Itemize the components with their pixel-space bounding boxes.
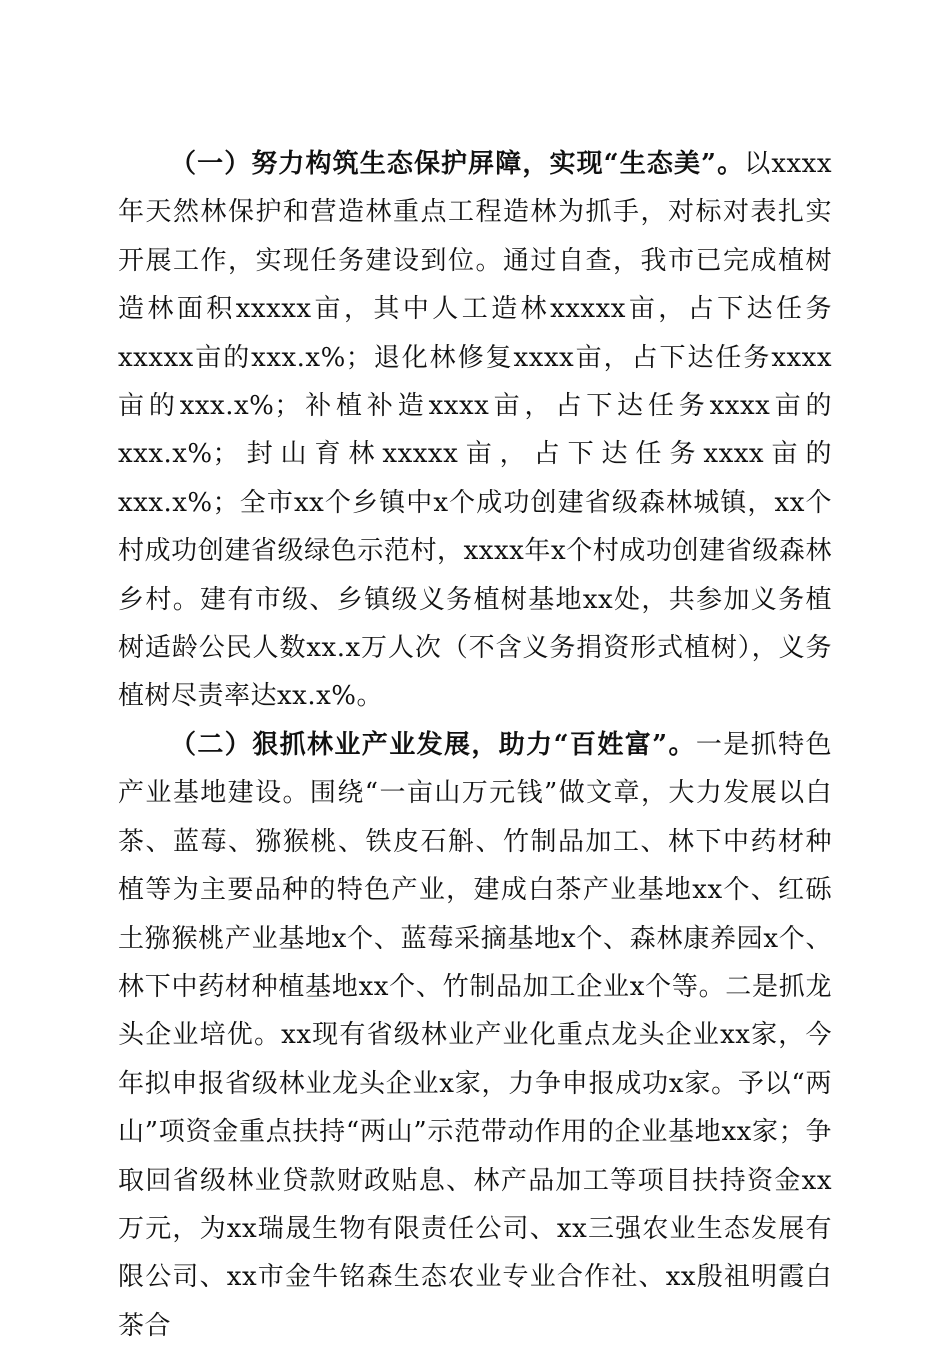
- paragraph-industry: [118, 721, 832, 1350]
- paragraph-text: 以xxxx年天然林保护和营造林重点工程造林为抓手，对标对表扎实开展工作，实现任务建设到位。通过自查，我市已完成植树造林面积xxxxx亩，其中人工造林xxxxx亩，占下达任务xxxxx亩的xxx.x%；退化林修复xxxx亩，占下达任务xxxx亩的xxx.x%；补植补造xxxx亩，占下达任务xxxx亩的xxx.x%；封山育林xxxxx亩，占下达任务xxxx亩的xxx.x%；全市xx个乡镇中x个成功创建省级森林城镇，xx个村成功创建省级绿色示范村，xxxx年x个村成功创建省级森林乡村。建有市级、乡镇级义务植树基地xx处，共参加义务植树适龄公民人数xx.x万人次（不含义务捐资形式植树），义务植树尽责率达xx.x%。: [118, 149, 832, 712]
- paragraph-text: 一是抓特色产业基地建设。围绕“一亩山万元钱”做文章，大力发展以白茶、蓝莓、猕猴桃、铁皮石斛、竹制品加工、林下中药材种植等为主要品种的特色产业，建成白茶产业基地xx个、红砾土猕猴桃产业基地x个、蓝莓采摘基地x个、森林康养园x个、林下中药材种植基地xx个、竹制品加工企业x个等。二是抓龙头企业培优。xx现有省级林业产业化重点龙头企业xx家，今年拟申报省级林业龙头企业x家，力争申报成功x家。予以“两山”项资金重点扶持“两山”示范带动作用的企业基地xx家；争取回省级林业贷款财政贴息、林产品加工等项目扶持资金xx万元，为xx瑞晟生物有限责任公司、xx三强农业生态发展有限公司、xx市金牛铭森生态农业专业合作社、xx殷祖明霞白茶合: [118, 729, 832, 1341]
- paragraph-ecology: [118, 140, 832, 721]
- document-body: [118, 140, 832, 1350]
- paragraph-heading: （一）努力构筑生态保护屏障，实现“生态美”。: [170, 149, 745, 179]
- paragraph-heading: （二）狠抓林业产业发展，助力“百姓富”。: [170, 729, 696, 760]
